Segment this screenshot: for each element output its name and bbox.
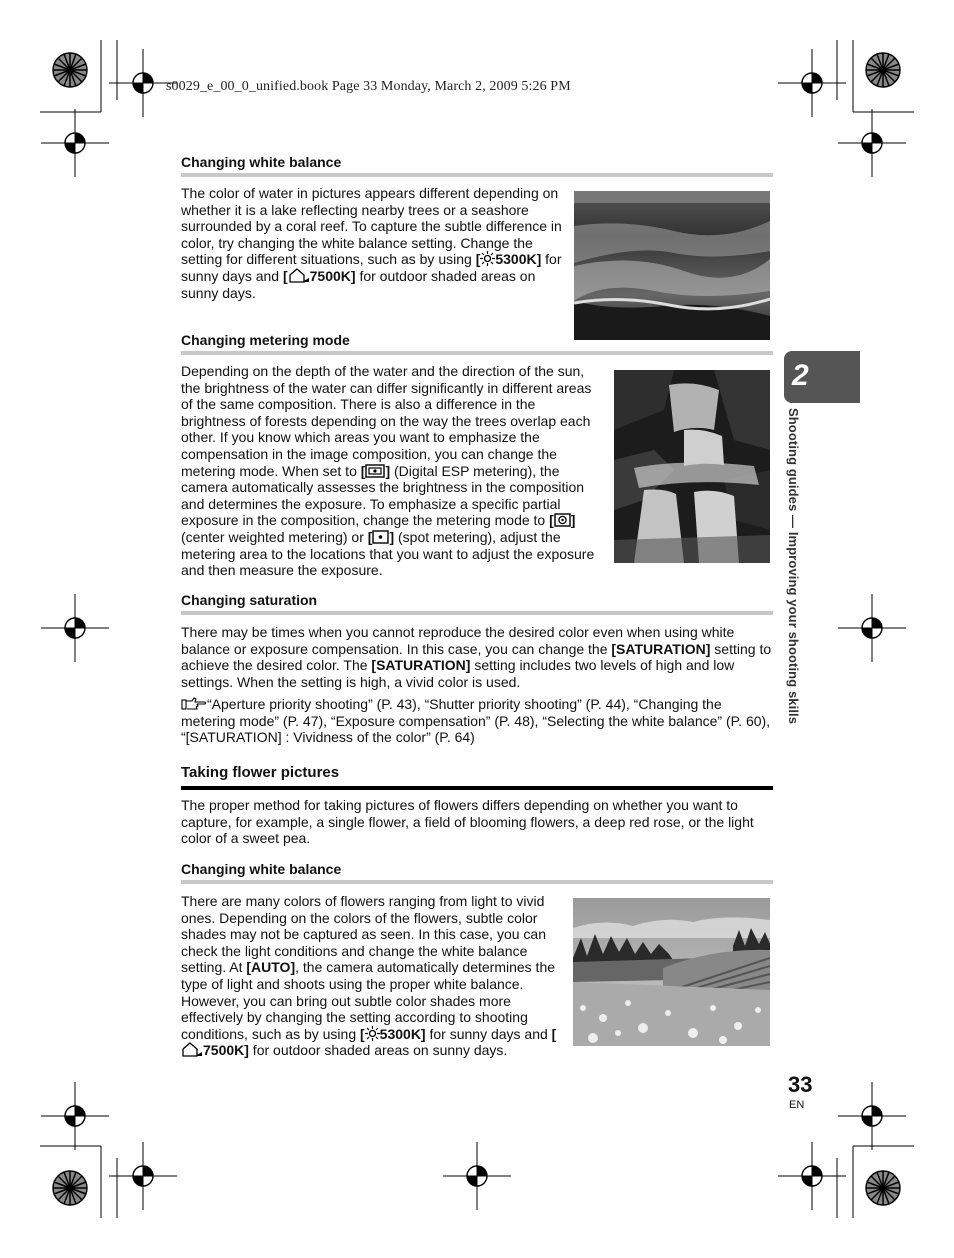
sun-icon — [480, 251, 495, 266]
subheading-text: Changing metering mode — [181, 332, 350, 348]
subheading-saturation — [181, 592, 773, 608]
subheading-text: Changing white balance — [181, 154, 342, 170]
subheading-rule — [181, 880, 773, 884]
saturation-paragraph: There may be times when you cannot reproduce the desired color even when using white balance or exposure compensation. In this case, you can change the [SATURATION] setting to achieve the desired color. The [SATURATION] setting includes two levels of high and low settings. When the setting is high, a vivid color is used. — [181, 624, 772, 690]
subheading-rule — [181, 351, 773, 355]
flower-white-balance-paragraph: There are many colors of flowers ranging from light to vivid ones. Depending on the colors of the flowers, subtle color shades may not be captured as seen. In this case, you can check the light conditions and change the white balance setting. At [AUTO], the camera automatically determines the type of light and shoots using the proper white balance. However, you can bring out subtle color shades more effectively by changing the setting according to shooting conditions, such as by using [ 5300K] for sunny days and [7500K] for outdoor shaded areas on sunny days. — [181, 893, 557, 1059]
chapter-tab — [784, 351, 860, 403]
shade-icon — [288, 268, 310, 283]
subheading-metering — [181, 332, 773, 348]
center-weighted-icon — [554, 513, 571, 527]
subheading-white-balance — [181, 154, 773, 170]
chapter-number: 2 — [792, 359, 809, 392]
shade-icon — [181, 1042, 203, 1057]
spot-metering-icon — [372, 530, 389, 544]
book-header-line: s0029_e_00_0_unified.book Page 33 Monday, March 2, 2009 5:26 PM — [166, 79, 571, 94]
subheading-text: Changing white balance — [181, 861, 342, 877]
esp-metering-icon — [365, 464, 385, 478]
flower-field-photo — [573, 898, 770, 1046]
white-balance-paragraph: The color of water in pictures appears different depending on whether it is a lake reflecting nearby trees or a seashore surrounded by a coral reef. To capture the subtle difference in color, try changing the white balance setting. Change the setting for different situations, such as by using [ 5300K] for sunny days and [ 7500K] for outdoor shaded areas on sunny days. — [181, 185, 562, 301]
waterfall-photo — [614, 370, 770, 563]
flowers-intro-paragraph: The proper method for taking pictures of flowers differs depending on whether you want to capture, for example, a single flower, a field of blooming flowers, a deep red rose, or the light color of a sweet pea. — [181, 797, 754, 847]
pointing-hand-icon — [181, 697, 207, 711]
section-heading-flowers — [181, 764, 773, 781]
subheading-rule — [181, 611, 773, 615]
seashore-photo — [574, 191, 770, 340]
reference-paragraph: “Aperture priority shooting” (P. 43), “Shutter priority shooting” (P. 44), “Changing the metering mode” (P. 47), “Exposure compensation” (P. 48), “Selecting the white balance” (P. 60), “[SATURATION] : Vividness of the color” (P. 64) — [181, 696, 771, 746]
chapter-title-vertical: Shooting guides — Improving your shooting skills — [786, 408, 801, 725]
section-heading-text: Taking flower pictures — [181, 764, 340, 781]
section-heading-rule — [181, 786, 773, 790]
subheading-rule — [181, 173, 773, 177]
subheading-text: Changing saturation — [181, 592, 318, 608]
page-number: 33 — [788, 1072, 813, 1097]
language-code: EN — [789, 1099, 805, 1111]
subheading-flower-white-balance — [181, 861, 773, 877]
metering-paragraph: Depending on the depth of the water and the direction of the sun, the brightness of the water can differ significantly in different areas of the same composition. There is also a difference in the brightness of forests depending on the way the trees overlap each other. If you know which areas you want to emphasize the compensation in the image composition, you can change the metering mode. When set to [ ] (Digital ESP metering), the camera automatically assesses the brightness in the composition and determines the exposure. To emphasize a specific partial exposure in the composition, change the metering mode to [ ] (center weighted metering) or [ ] (spot metering), adjust the metering area to the locations that you want to adjust the exposure and then measure the exposure. — [181, 363, 595, 579]
sun-icon — [365, 1026, 380, 1041]
